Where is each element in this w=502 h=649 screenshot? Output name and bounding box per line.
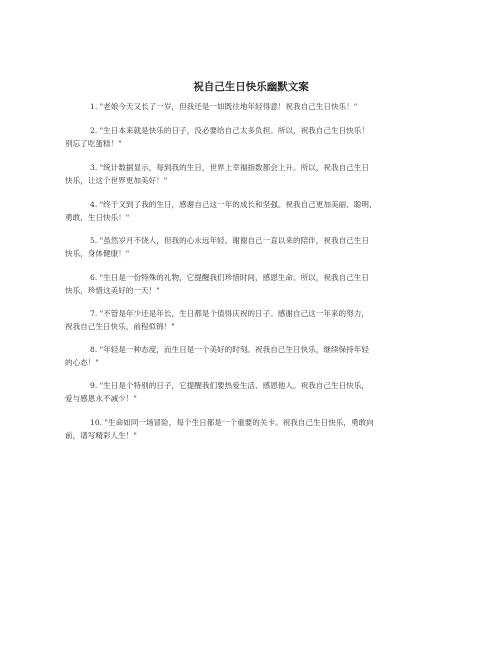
- list-item-line: 5. "虽然岁月不饶人，但我的心永远年轻。谢谢自己一直以来的陪伴，祝我自己生日: [90, 236, 369, 245]
- list-item: [65, 272, 460, 297]
- list-item: [65, 308, 460, 333]
- list-item-line: 2. "生日本来就是快乐的日子，没必要给自己太多负担。所以，祝我自己生日快乐！: [90, 126, 369, 135]
- list-item: [65, 417, 460, 442]
- list-item: [65, 125, 460, 150]
- list-item: [65, 235, 460, 260]
- list-item: [65, 101, 460, 114]
- list-item-line: 别忘了吃蛋糕！": [65, 138, 122, 148]
- list-item-line: 快乐，让这个世界更加美好！": [65, 175, 168, 185]
- list-item-line: 前，谱写精彩人生！": [65, 430, 137, 440]
- document-title: 祝自己生日快乐幽默文案: [193, 81, 309, 93]
- list-item: [65, 380, 460, 405]
- list-item-line: 1. "老娘今天又长了一岁，但我还是一如既往地年轻得意！祝我自己生日快乐！": [90, 102, 358, 111]
- list-item: [65, 344, 460, 369]
- list-item-line: 7. "不管是年少还是年长，生日都是个值得庆祝的日子。感谢自己这一年来的努力，: [90, 309, 369, 318]
- list-item-line: 10. "生命如同一场冒险，每个生日都是一个重要的关卡。祝我自己生日快乐，勇敢向: [90, 418, 374, 427]
- list-item-line: 快乐，身体健康！": [65, 248, 130, 258]
- list-item-line: 勇敢，生日快乐！": [65, 212, 130, 222]
- list-item-line: 8. "年轻是一种态度，而生日是一个美好的时刻。祝我自己生日快乐，继续保持年轻: [90, 345, 369, 354]
- list-item-line: 6. "生日是一份特殊的礼物，它提醒我们珍惜时间，感恩生命。所以，祝我自己生日: [90, 273, 369, 282]
- list-item-line: 快乐，珍惜这美好的一天！": [65, 285, 160, 295]
- list-item: [65, 162, 460, 187]
- list-item-line: 的心态！": [65, 357, 99, 367]
- list-item-line: 9. "生日是个特别的日子，它提醒我们要热爱生活、感恩他人。祝我自己生日快乐，: [90, 381, 369, 390]
- list-item-line: 4. "终于又到了我的生日，感谢自己这一年的成长和坚强。祝我自己更加美丽、聪明、: [90, 200, 377, 209]
- list-item: [65, 199, 460, 224]
- list-item-line: 祝我自己生日快乐，前程似锦！": [65, 321, 175, 331]
- list-item-line: 爱与感恩永不减少！": [65, 393, 137, 403]
- list-item-line: 3. "统计数据显示，每到我的生日，世界上幸福指数都会上升。所以，祝我自己生日: [90, 163, 369, 172]
